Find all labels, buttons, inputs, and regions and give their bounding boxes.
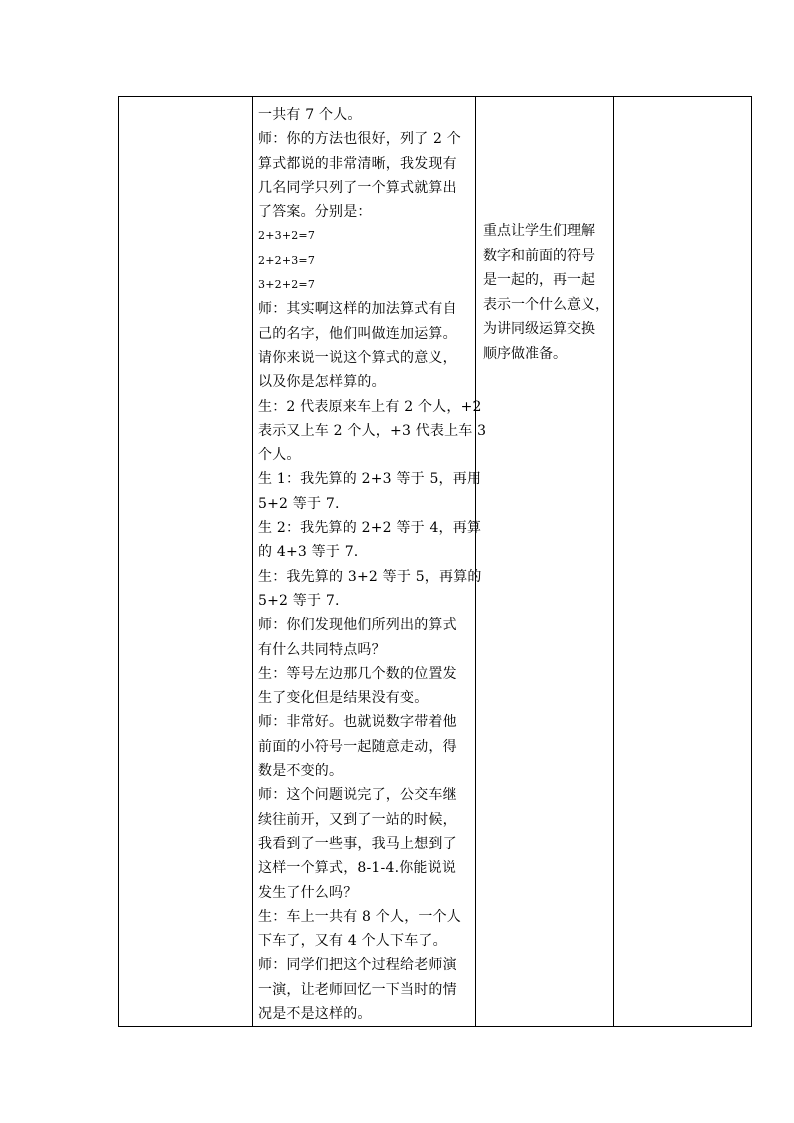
dialogue-line: 况是不是这样的。 xyxy=(258,1005,372,1022)
design-note-line: 数字和前面的符号 xyxy=(483,247,595,264)
dialogue-line: 请你来说一说这个算式的意义， xyxy=(258,349,457,366)
dialogue-cell xyxy=(253,97,487,1027)
dialogue-line: 3+2+2=7 xyxy=(258,278,316,292)
dialogue-line: 2+2+3=7 xyxy=(258,253,316,267)
dialogue-line: 以及你是怎样算的。 xyxy=(258,374,386,391)
dialogue-line: 师：非常好。也就说数字带着他 xyxy=(258,714,457,731)
dialogue-line: 我看到了一些事，我马上想到了 xyxy=(258,835,457,852)
design-note-text xyxy=(483,219,613,366)
dialogue-line: 个人。 xyxy=(258,447,301,464)
dialogue-line: 续往前开，又到了一站的时候， xyxy=(258,811,457,828)
design-note-line: 表示一个什么意义， xyxy=(483,296,609,313)
dialogue-line: 师：你们发现他们所列出的算式 xyxy=(258,617,457,634)
table-row xyxy=(119,97,752,1027)
stage-cell xyxy=(119,97,253,1027)
design-note-line: 为讲同级运算交换 xyxy=(483,321,595,337)
design-note-line: 重点让学生们理解 xyxy=(483,223,595,239)
design-note-cell xyxy=(476,97,614,1027)
dialogue-line: 几名同学只列了一个算式就算出 xyxy=(258,179,457,196)
remarks-cell xyxy=(614,97,752,1027)
dialogue-line: 表示又上车 2 个人，+3 代表上车 3 xyxy=(258,422,487,439)
dialogue-line: 生 2：我先算的 2+2 等于 4，再算 xyxy=(258,520,482,537)
dialogue-line: 有什么共同特点吗？ xyxy=(258,641,386,658)
dialogue-line: 2+3+2=7 xyxy=(258,229,316,243)
dialogue-line: 师：这个问题说完了，公交车继 xyxy=(258,787,457,804)
dialogue-line: 师：你的方法也很好，列了 2 个 xyxy=(258,131,462,148)
lesson-table xyxy=(118,96,752,1027)
design-note-line: 顺序做准备。 xyxy=(483,345,567,362)
dialogue-line: 己的名字，他们叫做连加运算。 xyxy=(258,325,457,342)
dialogue-line: 5+2 等于 7. xyxy=(258,495,340,512)
dialogue-line: 生了变化但是结果没有变。 xyxy=(258,690,429,707)
dialogue-line: 这样一个算式，8-1-4.你能说说 xyxy=(258,860,457,877)
dialogue-line: 生：等号左边那几个数的位置发 xyxy=(258,665,457,682)
dialogue-line: 算式都说的非常清晰，我发现有 xyxy=(258,155,457,172)
dialogue-line: 一演，让老师回忆一下当时的情 xyxy=(258,981,457,998)
dialogue-line: 一共有 7 个人。 xyxy=(258,107,362,123)
dialogue-text xyxy=(258,103,487,1026)
dialogue-line: 数是不变的。 xyxy=(258,763,344,780)
dialogue-line: 前面的小符号一起随意走动，得 xyxy=(258,738,457,755)
dialogue-line: 的 4+3 等于 7. xyxy=(258,544,359,561)
dialogue-line: 5+2 等于 7. xyxy=(258,592,340,609)
dialogue-line: 生：2 代表原来车上有 2 个人，+2 xyxy=(258,398,482,415)
dialogue-line: 师：其实啊这样的加法算式有自 xyxy=(258,301,457,318)
dialogue-line: 生 1：我先算的 2+3 等于 5，再用 xyxy=(258,471,482,488)
dialogue-line: 生：我先算的 3+2 等于 5，再算的 xyxy=(258,568,482,585)
dialogue-line: 下车了，又有 4 个人下车了。 xyxy=(258,933,447,950)
dialogue-line: 师：同学们把这个过程给老师演 xyxy=(258,957,457,974)
design-note-line: 是一起的，再一起 xyxy=(483,272,595,288)
dialogue-line: 发生了什么吗？ xyxy=(258,884,358,901)
dialogue-line: 生：车上一共有 8 个人，一个人 xyxy=(258,908,462,925)
dialogue-line: 了答案。分别是： xyxy=(258,204,372,221)
